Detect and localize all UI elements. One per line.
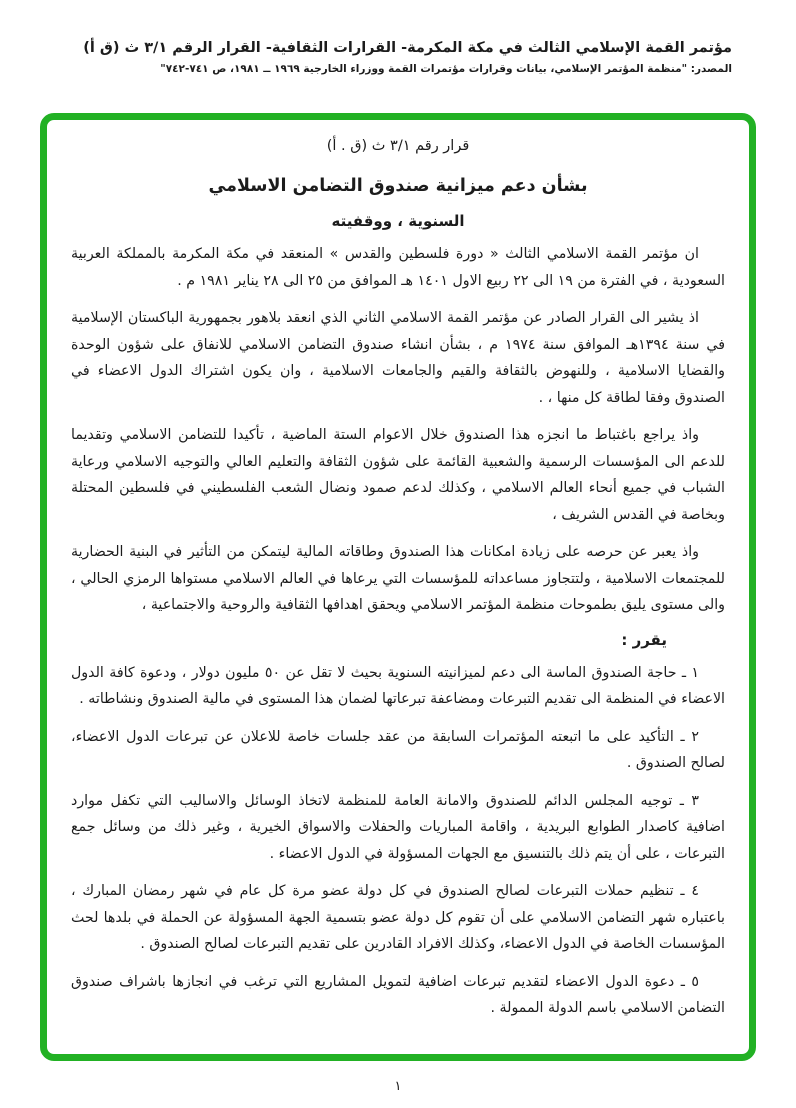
resolution-item-3: ٣ ـ توجيه المجلس الدائم للصندوق والامانة العامة للمنظمة لاتخاذ الوسائل والاساليب التي تكفل موارد اضافية كاصدار الطوابع البريدية ، واقامة المباريات والحفلات والاسواق الخيرية ، وغير ذلك من وسائل جمع التبرعات ، على أن يتم ذلك بالتنسيق مع الجهات المسؤولة في الدول الاعضاء . — [71, 792, 725, 862]
page-number: ١ — [394, 1079, 402, 1094]
highlight-border — [40, 113, 756, 1061]
resolution-item-4: ٤ ـ تنظيم حملات التبرعات لصالح الصندوق في كل دولة عضو مرة كل عام في شهر رمضان المبارك ، باعتباره شهر التضامن الاسلامي على أن تقوم كل دولة عضو بتسمية الجهة المسؤولة عن الحملة في بلدها لحث المؤسسات الخاصة في الدول الاعضاء، وكذلك الافراد القادرين على تقديم التبرعات لصالح الصندوق . — [71, 883, 725, 952]
preamble-paragraph-3: واذ يراجع باغتباط ما انجزه هذا الصندوق خلال الاعوام الستة الماضية ، تأكيدا للتضامن الاسلامي وتقديما للدعم الى المؤسسات الرسمية والشعبية القائمة على شؤون الثقافة والتعليم العالي والتوجيه الاسلامي ورعاية الشباب في جميع أنحاء العالم الاسلامي ، وكذلك لدعم صمود ونضال الشعب الفلسطيني في فلسطين المحتلة وبخاصة في القدس الشريف ، — [71, 427, 725, 523]
header-source-line: المصدر: "منظمة المؤتمر الإسلامي، بيانات وقرارات مؤتمرات القمة ووزراء الخارجية ١٩٦٩ ــ ١٩٨١، ص ٧٤١-٧٤٢" — [160, 63, 732, 75]
header-conference-line: مؤتمر القمة الإسلامي الثالث في مكة المكرمة- القرارات الثقافية- القرار الرقم ٣/١ ث (ق أ) — [83, 40, 732, 56]
document-subtitle: السنوية ، ووقفيته — [331, 212, 465, 230]
document-title: بشأن دعم ميزانية صندوق التضامن الاسلامي — [208, 176, 588, 196]
preamble-paragraph-4: واذ يعبر عن حرصه على زيادة امكانات هذا الصندوق وطاقاته المالية ليتمكن من التأثير في البنية الحضارية للمجتمعات الاسلامية ، ولتتجاوز مساعداته للمؤسسات التي يرعاها في العالم الاسلامي مستواها الرمزي الحالي ، والى مستوى يليق بطموحات منظمة المؤتمر الاسلامي ويحقق اهدافها الثقافية والروحية والاجتماعية ، — [71, 544, 725, 613]
source-header — [60, 40, 732, 75]
preamble-paragraph-2: اذ يشير الى القرار الصادر عن مؤتمر القمة الاسلامي الثاني الذي انعقد بلاهور بجمهورية الباكستان الإسلامية في سنة ١٣٩٤هـ الموافق سنة ١٩٧٤ م ، بشأن انشاء صندوق التضامن الاسلامي للانفاق على شؤون الوحدة والقضايا الاسلامية ، وللنهوض بالثقافة والقيم والجامعات الاسلامية ، وان يكون اشتراك الدول الاعضاء في الصندوق وفقا لطاقة كل منها ، . — [71, 310, 725, 406]
resolution-item-5: ٥ ـ دعوة الدول الاعضاء لتقديم تبرعات اضافية لتمويل المشاريع التي ترغب في انجازها باشراف صندوق التضامن الاسلامي باسم الدولة الممولة . — [71, 973, 725, 1016]
preamble-paragraph-1: ان مؤتمر القمة الاسلامي الثالث « دورة فلسطين والقدس » المنعقد في مكة المكرمة بالمملكة العربية السعودية ، في الفترة من ١٩ الى ٢٢ ربيع الاول ١٤٠١ هـ الموافق من ٢٥ الى ٢٨ يناير ١٩٨١ م . — [71, 246, 725, 289]
resolution-item-2: ٢ ـ التأكيد على ما اتبعته المؤتمرات السابقة من عقد جلسات خاصة للاعلان عن تبرعات الدول الاعضاء، لصالح الصندوق . — [71, 728, 725, 771]
decision-label: يقرر : — [621, 630, 667, 649]
resolution-number: قرار رقم ٣/١ ث (ق . أ) — [326, 138, 470, 154]
page-footer — [0, 1079, 796, 1094]
resolution-body — [47, 120, 749, 1022]
resolution-item-1: ١ ـ حاجة الصندوق الماسة الى دعم لميزانيته السنوية بحيث لا تقل عن ٥٠ مليون دولار ، ودعوة كافة الدول الاعضاء في المنظمة الى تقديم التبرعات ومضاعفة تبرعاتها لضمان هذا المستوى في مالية الصندوق ونشاطاته . — [71, 664, 725, 707]
